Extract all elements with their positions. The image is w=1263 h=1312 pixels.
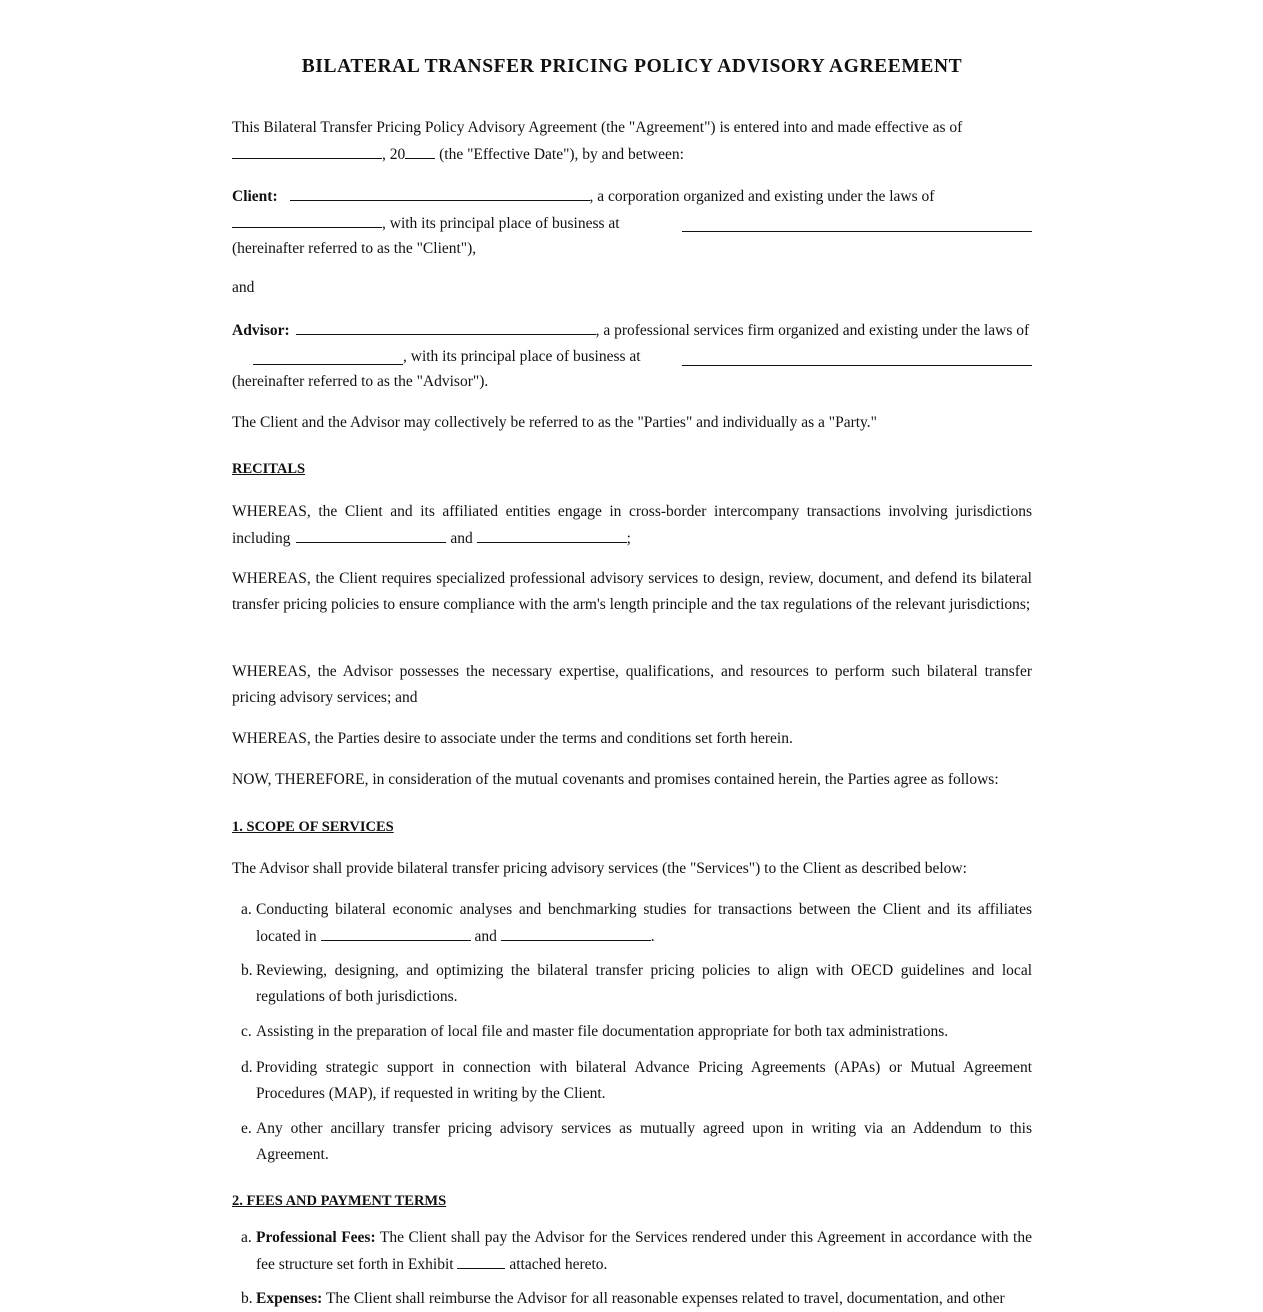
intro-year-text: , 20 — [382, 145, 406, 163]
location-2-blank[interactable] — [501, 923, 651, 941]
advisor-text-1: , a professional services firm organized and existing under the laws of — [595, 322, 1030, 339]
location-1-blank[interactable] — [321, 923, 471, 941]
list-marker: b. — [241, 962, 253, 979]
now-therefore: NOW, THEREFORE, in consideration of the mutual covenants and promises contained herein, the Parties agree as follows: — [232, 771, 999, 788]
list-item-text: Reviewing, designing, and optimizing the bilateral transfer pricing policies to align with OECD guidelines and local regulations of both jurisdictions. — [256, 962, 1032, 1005]
client-paragraph — [232, 183, 1032, 262]
whereas-3: WHEREAS, the Advisor possesses the necessary expertise, qualifications, and resources to perform such bilateral transfer pricing advisory services; and — [232, 663, 1032, 706]
list-item — [232, 1055, 1032, 1106]
client-jurisdiction-blank[interactable] — [232, 210, 382, 228]
list-item-text — [256, 897, 1032, 949]
whereas-1-end: ; — [626, 529, 631, 547]
jurisdiction-2-blank[interactable] — [477, 525, 627, 543]
list-item-end: attached hereto. — [509, 1255, 608, 1273]
professional-fees-label: Professional Fees: — [256, 1229, 376, 1246]
intro-effective-date-text: (the "Effective Date"), by and between: — [435, 145, 684, 163]
list-item-text: Assisting in the preparation of local file and master file documentation appropriate for both tax administrations. — [256, 1023, 949, 1040]
list-marker: d. — [241, 1059, 253, 1076]
list-marker: c. — [241, 1023, 252, 1040]
list-item-and: and — [474, 927, 497, 945]
list-marker: b. — [241, 1290, 253, 1307]
list-item-text — [256, 1286, 1032, 1312]
client-text-2: , with its principal place of business at — [382, 214, 620, 232]
recitals-heading: RECITALS — [232, 461, 306, 477]
list-item — [232, 1225, 1032, 1277]
advisor-paragraph — [232, 317, 1032, 395]
effective-date-blank[interactable] — [232, 141, 382, 159]
advisor-address-blank[interactable] — [682, 348, 1032, 366]
list-item-text: Any other ancillary transfer pricing advisory services as mutually agreed upon in writing via an Addendum to this Agreement. — [256, 1120, 1032, 1163]
section-2-heading: 2. FEES AND PAYMENT TERMS — [232, 1193, 447, 1209]
list-item-text — [256, 1225, 1032, 1277]
intro-text: This Bilateral Transfer Pricing Policy Advisory Agreement (the "Agreement") is entered into and made effective as of — [232, 119, 963, 136]
section-1-intro: The Advisor shall provide bilateral transfer pricing advisory services (the "Services") to the Client as described below: — [232, 860, 967, 877]
client-text-1: , a corporation organized and existing under the laws of — [589, 188, 935, 205]
and-text: and — [232, 279, 255, 296]
intro-paragraph — [232, 115, 1032, 167]
exhibit-blank[interactable] — [457, 1251, 505, 1269]
advisor-text-3: (hereinafter referred to as the "Advisor"). — [232, 373, 489, 390]
document-title: BILATERAL TRANSFER PRICING POLICY ADVISORY AGREEMENT — [301, 56, 963, 77]
list-item-end: . — [650, 927, 655, 945]
whereas-4: WHEREAS, the Parties desire to associate under the terms and conditions set forth herein. — [232, 730, 793, 747]
advisor-label: Advisor: — [232, 322, 290, 339]
advisor-text-2: , with its principal place of business at — [403, 347, 641, 365]
client-name-blank[interactable] — [290, 183, 590, 201]
list-item — [232, 1116, 1032, 1167]
list-marker: e. — [241, 1120, 252, 1137]
list-marker: a. — [241, 901, 252, 918]
client-text-3: (hereinafter referred to as the "Client"), — [232, 240, 477, 257]
list-item — [232, 1286, 1032, 1307]
client-address-blank[interactable] — [682, 214, 1032, 232]
list-item-text: Providing strategic support in connection with bilateral Advance Pricing Agreements (APAs) or Mutual Agreement Procedures (MAP), if requested in writing by the Client. — [256, 1059, 1032, 1102]
effective-year-blank[interactable] — [405, 141, 435, 159]
list-item-body: Conducting bilateral economic analyses and benchmarking studies for transactions between the Client and its affiliates located in — [256, 901, 1032, 945]
jurisdiction-1-blank[interactable] — [296, 525, 446, 543]
whereas-2: WHEREAS, the Client requires specialized professional advisory services to design, review, document, and defend its bilateral transfer pricing policies to ensure compliance with the arm's length principle and the tax regulations of the relevant jurisdictions; — [232, 570, 1032, 613]
whereas-1-text: WHEREAS, the Client and its affiliated entities engage in cross-border intercompany transactions involving jurisdictions including — [232, 503, 1032, 547]
list-marker: a. — [241, 1229, 252, 1246]
whereas-1-and: and — [450, 529, 473, 547]
whereas-1 — [232, 499, 1032, 551]
list-item — [232, 897, 1032, 949]
section-1-heading: 1. SCOPE OF SERVICES — [232, 819, 394, 835]
client-label: Client: — [232, 188, 278, 205]
list-item — [232, 958, 1032, 1009]
advisor-name-blank[interactable] — [296, 317, 596, 335]
advisor-jurisdiction-blank[interactable] — [253, 347, 403, 365]
list-item-body: The Client shall pay the Advisor for the Services rendered under this Agreement in accordance with the fee structure set forth in Exhibit — [256, 1229, 1032, 1273]
expenses-label: Expenses: — [256, 1290, 323, 1307]
parties-paragraph: The Client and the Advisor may collectively be referred to as the "Parties" and individually as a "Party." — [232, 414, 877, 431]
list-item-body: The Client shall reimburse the Advisor for all reasonable expenses related to travel, documentation, and other — [325, 1290, 1005, 1307]
list-item — [232, 1019, 1032, 1045]
